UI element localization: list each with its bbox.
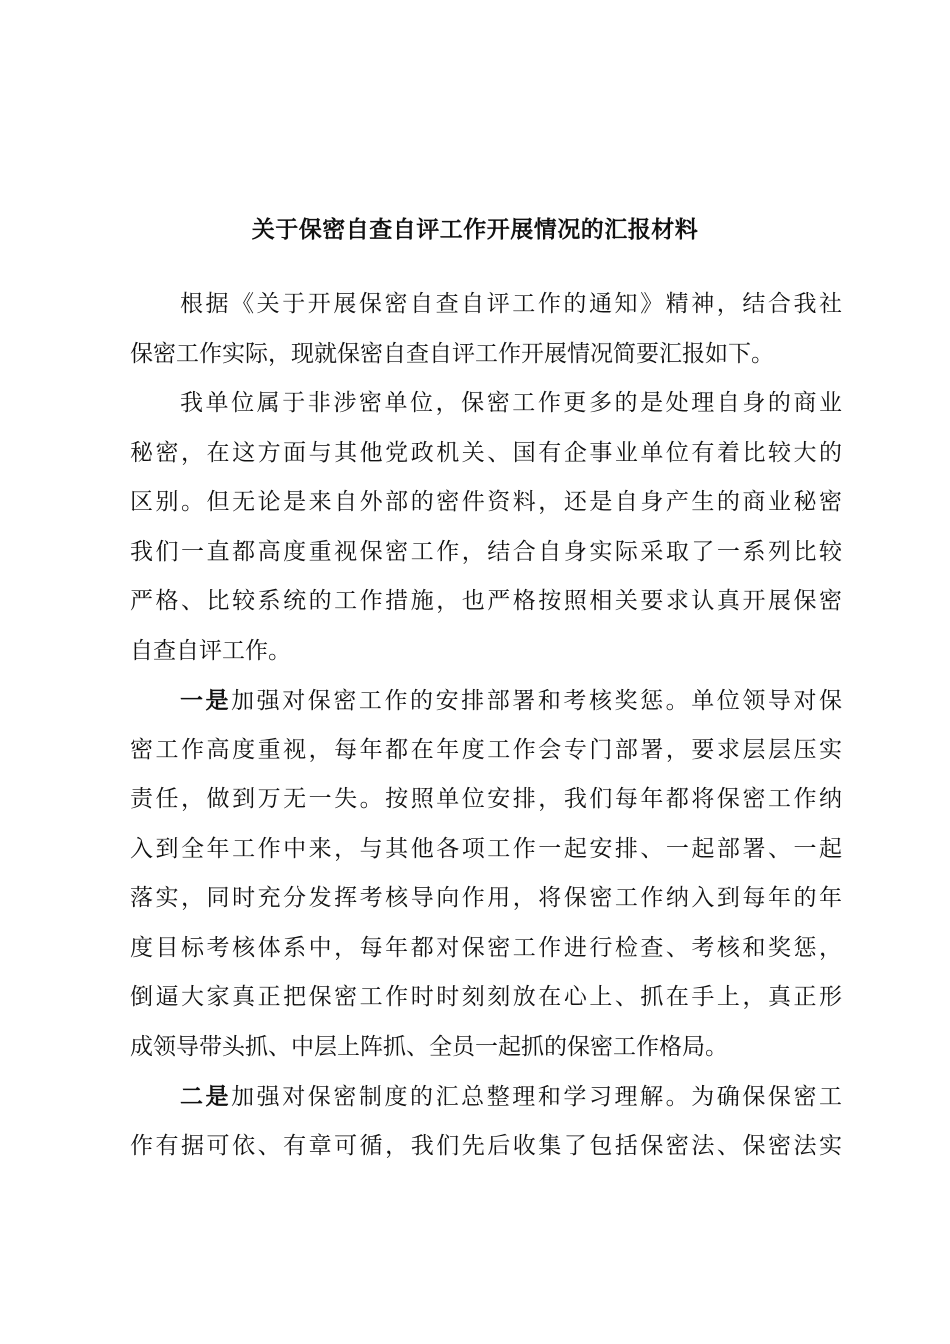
paragraph-line: 作有据可依、有章可循，我们先后收集了包括保密法、保密法实 xyxy=(130,1132,842,1159)
paragraph-line: 自查自评工作。 xyxy=(130,637,291,664)
paragraph-line: 成领导带头抓、中层上阵抓、全员一起抓的保密工作格局。 xyxy=(130,1033,728,1060)
paragraph-line: 密工作高度重视，每年都在年度工作会专门部署，要求层层压实 xyxy=(130,736,842,763)
point-text: 加强对保密制度的汇总整理和学习理解。为确保保密工 xyxy=(231,1084,843,1110)
paragraph-line xyxy=(130,676,842,726)
point-text: 加强对保密工作的安排部署和考核奖惩。单位领导对保 xyxy=(231,688,843,714)
paragraph-line: 倒逼大家真正把保密工作时时刻刻放在心上、抓在手上，真正形 xyxy=(130,984,842,1010)
paragraph-line: 落实，同时充分发挥考核导向作用，将保密工作纳入到每年的年 xyxy=(130,885,842,911)
paragraph-line: 区别。但无论是来自外部的密件资料，还是自身产生的商业秘密 xyxy=(130,489,842,515)
point-lead: 一是 xyxy=(180,687,232,714)
paragraph-line: 责任，做到万无一失。按照单位安排，我们每年都将保密工作纳 xyxy=(130,786,842,812)
paragraph-line: 度目标考核体系中，每年都对保密工作进行检查、考核和奖惩， xyxy=(130,934,842,961)
point-lead: 二是 xyxy=(180,1083,232,1110)
paragraph-line: 我们一直都高度重视保密工作，结合自身实际采取了一系列比较 xyxy=(130,538,842,565)
document-body xyxy=(130,280,842,1171)
paragraph-line: 保密工作实际，现就保密自查自评工作开展情况简要汇报如下。 xyxy=(130,340,774,367)
paragraph-line: 秘密，在这方面与其他党政机关、国有企事业单位有着比较大的 xyxy=(130,439,842,466)
document-title: 关于保密自查自评工作开展情况的汇报材料 xyxy=(251,216,699,243)
paragraph-line: 严格、比较系统的工作措施，也严格按照相关要求认真开展保密 xyxy=(130,588,842,614)
paragraph-line: 我单位属于非涉密单位，保密工作更多的是处理自身的商业 xyxy=(180,390,842,416)
paragraph-line xyxy=(130,1072,842,1122)
paragraph-background xyxy=(130,379,842,676)
paragraph-point-two xyxy=(130,1072,842,1171)
paragraph-intro xyxy=(130,280,842,379)
paragraph-point-one xyxy=(130,676,842,1072)
paragraph-line: 根据《关于开展保密自查自评工作的通知》精神，结合我社 xyxy=(180,291,842,317)
paragraph-line: 入到全年工作中来，与其他各项工作一起安排、一起部署、一起 xyxy=(130,835,842,862)
